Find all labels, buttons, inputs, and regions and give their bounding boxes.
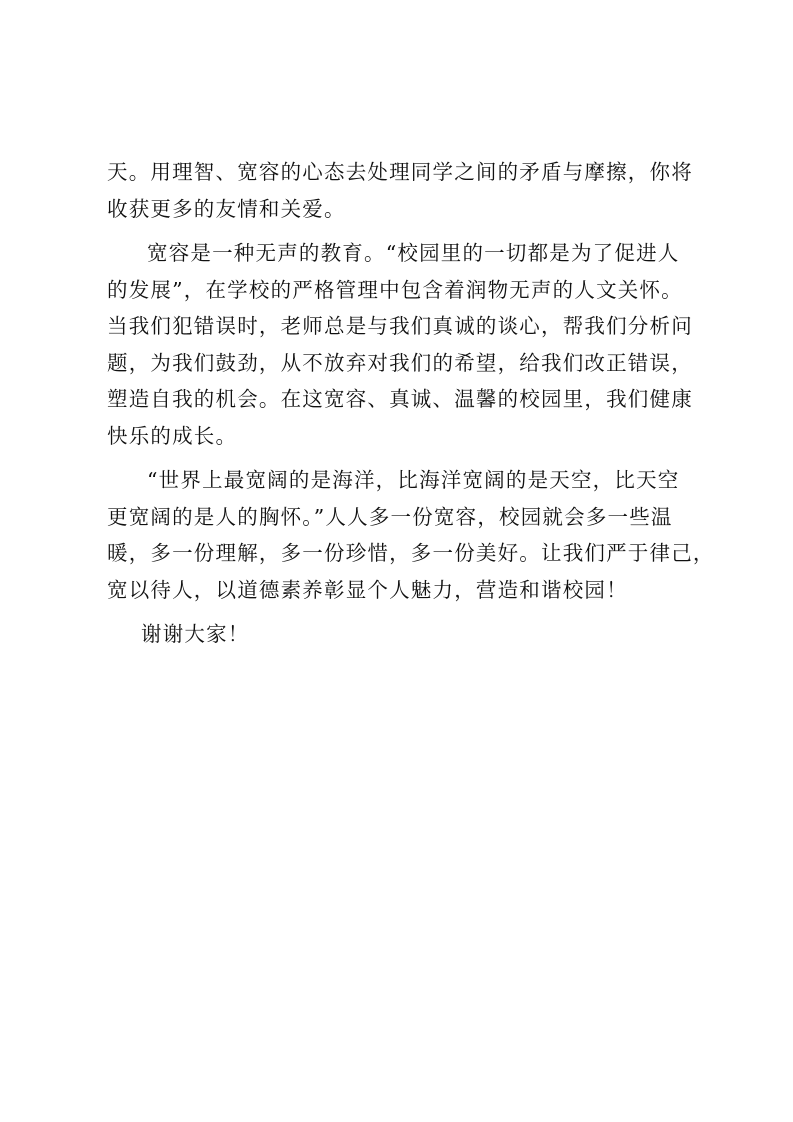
paragraph-line: 快乐的成长。 — [107, 423, 238, 448]
paragraph-2 — [107, 235, 693, 454]
paragraph-line: 题，为我们鼓劲，从不放弃对我们的希望，给我们改正错误， — [107, 350, 693, 375]
paragraph-line: “世界上最宽阔的是海洋，比海洋宽阔的是天空，比天空 — [147, 468, 680, 492]
paragraph-4 — [107, 616, 689, 653]
paragraph-line: 的发展”，在学校的严格管理中包含着润物无声的人文关怀。 — [107, 277, 683, 302]
paragraph-line: 更宽阔的是人的胸怀。”人人多一份宽容，校园就会多一些温 — [107, 504, 673, 529]
paragraph-1 — [107, 154, 693, 227]
closing-line: 谢谢大家！ — [141, 622, 250, 646]
paragraph-3 — [107, 462, 715, 608]
document-body — [107, 154, 715, 661]
paragraph-line: 当我们犯错误时，老师总是与我们真诚的谈心，帮我们分析问 — [107, 314, 693, 338]
paragraph-line: 暖，多一份理解，多一份珍惜，多一份美好。让我们严于律己， — [107, 541, 715, 565]
paragraph-line: 塑造自我的机会。在这宽容、真诚、温馨的校园里，我们健康 — [107, 387, 693, 411]
paragraph-line: 天。用理智、宽容的心态去处理同学之间的矛盾与摩擦，你将 — [107, 160, 693, 184]
paragraph-line: 收获更多的友情和关爱。 — [107, 196, 346, 221]
paragraph-line: 宽以待人，以道德素养彰显个人魅力，营造和谐校园！ — [107, 577, 628, 602]
paragraph-line: 宽容是一种无声的教育。“校园里的一切都是为了促进人 — [147, 241, 680, 265]
